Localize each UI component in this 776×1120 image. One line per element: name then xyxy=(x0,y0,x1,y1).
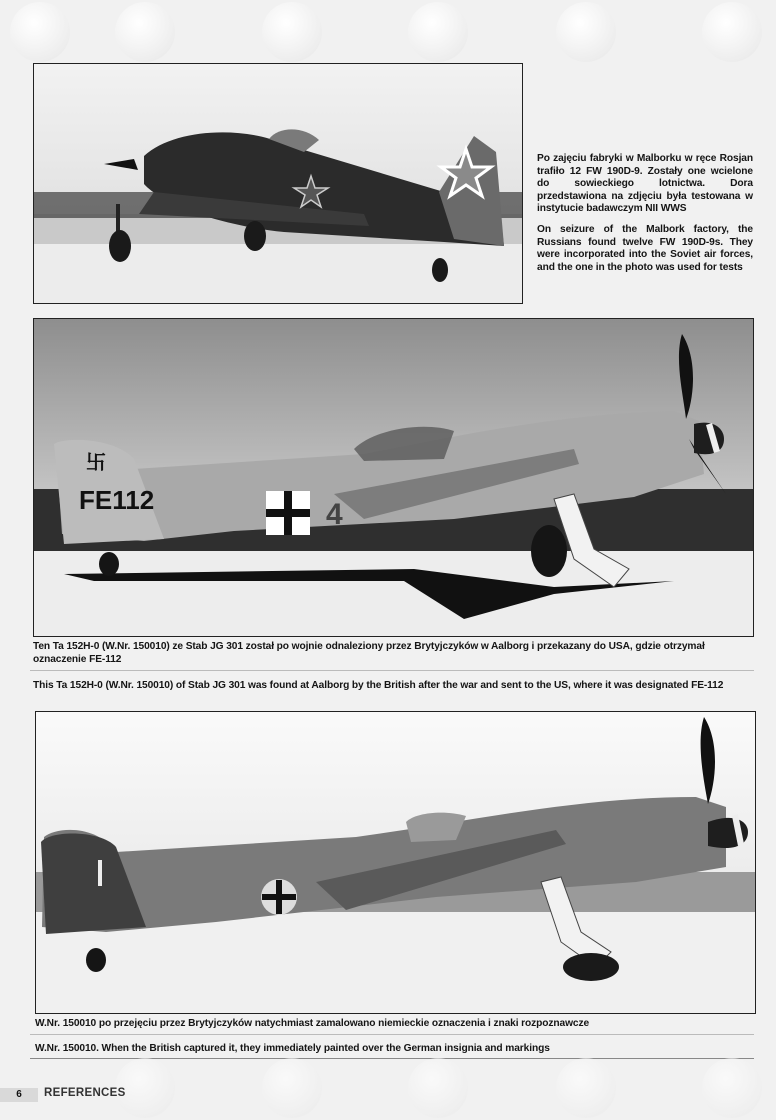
cross-insignia-icon xyxy=(266,491,310,535)
photo-2-caption-polish: Ten Ta 152H-0 (W.Nr. 150010) ze Stab JG 301 został po wojnie odnaleziony przez Brytyjczyków w Aalborg i przekazany do USA, gdzie otrzymał oznaczenie FE-112 xyxy=(33,641,705,665)
photo-3-caption-polish: W.Nr. 150010 po przejęciu przez Brytyjczyków natychmiast zamalowano niemieckie oznaczenia i znaki rozpoznawcze xyxy=(35,1018,590,1029)
photo-1-caption xyxy=(537,153,753,282)
page-number: 6 xyxy=(0,1088,38,1102)
svg-text:4: 4 xyxy=(326,498,343,531)
photo-fw190d9-soviet xyxy=(33,63,523,304)
photo-2-caption-english: This Ta 152H-0 (W.Nr. 150010) of Stab JG 301 was found at Aalborg by the British after the war and sent to the US, where it was designated FE-112 xyxy=(33,680,724,691)
photo-ta152h0-repainted xyxy=(35,711,756,1014)
caption-english: On seizure of the Malbork factory, the Russians found twelve FW 190D-9s. They were incorporated into the Soviet air forces, and the one in the photo was used for tests xyxy=(537,223,753,273)
caption-polish: Po zajęciu fabryki w Malborku w ręce Rosjan trafiło 12 FW 190D-9. Zostały one wcielone do sowieckiego lotnictwa. Dora przedstawiona na zdjęciu była testowana w instytucie badawczym NII WWS xyxy=(537,153,753,215)
photo-3-caption-english: W.Nr. 150010. When the British captured it, they immediately painted over the German insignia and markings xyxy=(35,1043,550,1054)
section-label: REFERENCES xyxy=(44,1087,126,1099)
header-decoration xyxy=(0,0,776,70)
photo-ta152h0-fe112 xyxy=(33,318,754,637)
footer-decoration xyxy=(0,1050,776,1120)
tail-code: FE112 xyxy=(79,485,155,515)
svg-text:卐: 卐 xyxy=(86,450,106,474)
